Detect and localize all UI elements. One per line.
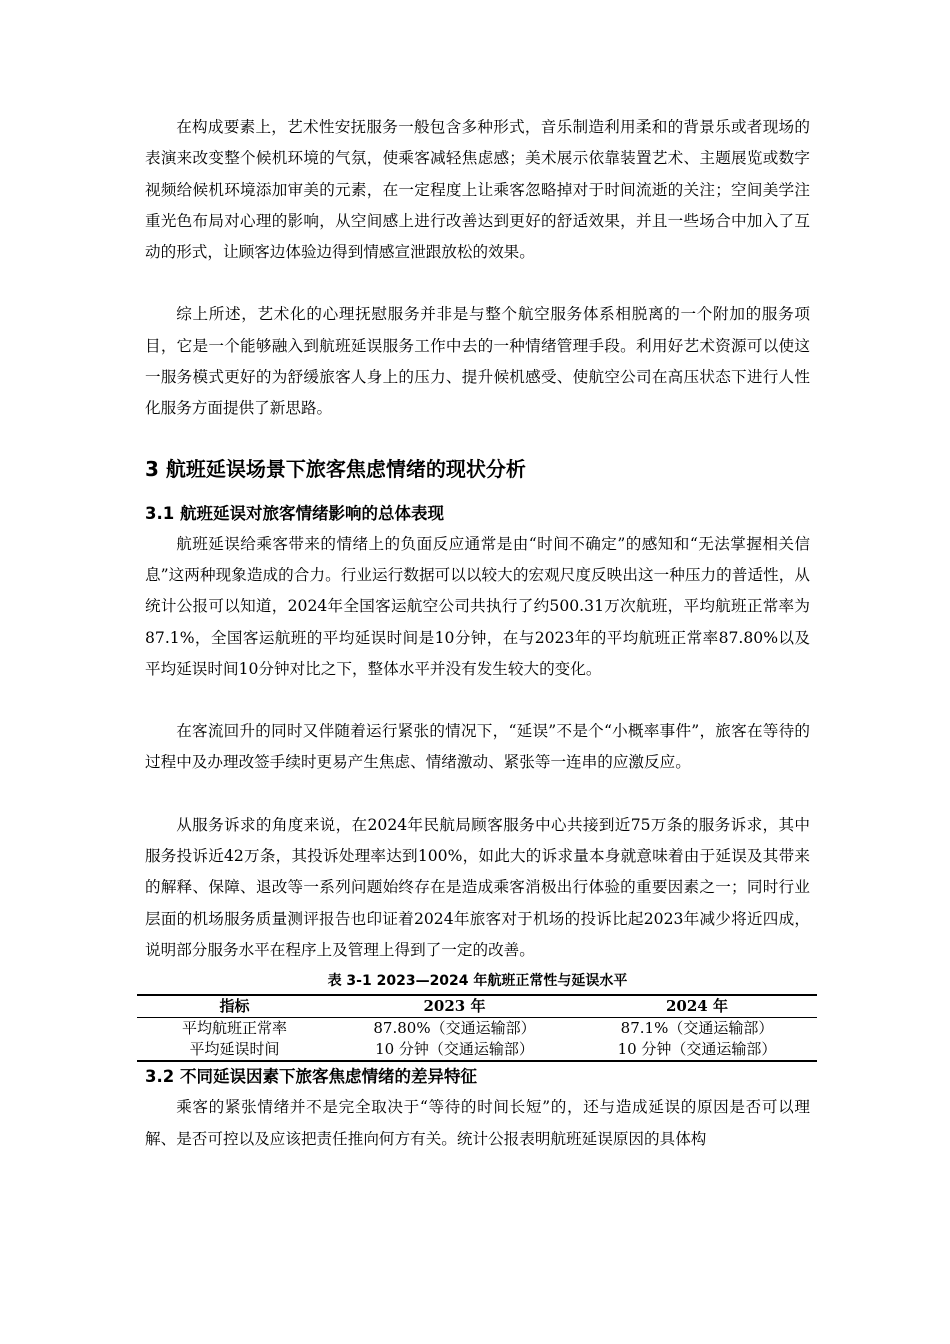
paragraph-summary: 综上所述，艺术化的心理抚慰服务并非是与整个航空服务体系相脱离的一个附加的服务项目，它是一个能够融入到航班延误服务工作中去的一种情绪管理手段。利用好艺术资源可以使这一服务模式更好的为舒缓旅客人身上的压力、提升候机感受、使航空公司在高压状态下进行人性化服务方面提供了新思路。 <box>145 305 810 418</box>
table-header-cell: 2024 年 <box>666 997 728 1016</box>
paragraph-3-1-c: 从服务诉求的角度来说，在2024年民航局顾客服务中心共接到近75万条的服务诉求，其中服务投诉近42万条，其投诉处理率达到100%，如此大的诉求量本身就意味着由于延误及其带来的解释、保障、退改等一系列问题始终存在是造成乘客消极出行体验的重要因素之一；同时行业层面的机场服务质量测评报告也印证着2024年旅客对于机场的投诉比起2023年减少将近四成，说明部分服务水平在程序上及管理上得到了一定的改善。 <box>145 815 810 959</box>
flight-punctuality-table <box>137 994 817 1062</box>
page-content <box>145 112 810 1155</box>
paragraph-art-elements: 在构成要素上，艺术性安抚服务一般包含多种形式，音乐制造利用柔和的背景乐或者现场的表演来改变整个候机环境的气氛，使乘客减轻焦虑感；美术展示依靠装置艺术、主题展览或数字视频给候机环境添加审美的元素，在一定程度上让乘客忽略掉对于时间流逝的关注；空间美学注重光色布局对心理的影响，从空间感上进行改善达到更好的舒适效果，并且一些场合中加入了互动的形式，让顾客边体验边得到情感宣泄跟放松的效果。 <box>145 118 810 262</box>
section-3-1-title: 3.1 航班延误对旅客情绪影响的总体表现 <box>145 503 444 523</box>
table-cell: 10 分钟（交通运输部） <box>375 1040 534 1059</box>
section-3-title: 3 航班延误场景下旅客焦虑情绪的现状分析 <box>145 456 526 481</box>
table-header-cell: 指标 <box>219 997 250 1016</box>
table-cell: 87.1%（交通运输部） <box>620 1019 774 1038</box>
table-cell: 87.80%（交通运输部） <box>373 1019 536 1038</box>
paragraph-3-1-b: 在客流回升的同时又伴随着运行紧张的情况下，“延误”不是个“小概率事件”，旅客在等待的过程中及办理改签手续时更易产生焦虑、情绪激动、紧张等一连串的应激反应。 <box>145 722 810 772</box>
table-cell: 平均航班正常率 <box>181 1019 287 1038</box>
paragraph-3-1-a: 航班延误给乘客带来的情绪上的负面反应通常是由“时间不确定”的感知和“无法掌握相关信息”这两种现象造成的合力。行业运行数据可以以较大的宏观尺度反映出这一种压力的普适性，从统计公报可以知道，2024年全国客运航空公司共执行了约500.31万次航班，平均航班正常率为87.1%，全国客运航班的平均延误时间是10分钟，在与2023年的平均航班正常率87.80%以及平均延误时间10分钟对比之下，整体水平并没有发生较大的变化。 <box>145 534 810 678</box>
table-caption: 表 3-1 2023—2024 年航班正常性与延误水平 <box>327 973 628 990</box>
table-cell: 平均延误时间 <box>189 1040 280 1059</box>
paragraph-3-2-a: 乘客的紧张情绪并不是完全取决于“等待的时间长短”的，还与造成延误的原因是否可以理解、是否可控以及应该把责任推向何方有关。统计公报表明航班延误原因的具体构 <box>145 1098 810 1148</box>
table-header-cell: 2023 年 <box>423 997 486 1016</box>
table-row <box>137 1018 817 1040</box>
table-header-row <box>137 995 817 1018</box>
table-cell: 10 分钟（交通运输部） <box>617 1040 777 1059</box>
table-row <box>137 1039 817 1061</box>
section-3-2-title: 3.2 不同延误因素下旅客焦虑情绪的差异特征 <box>145 1067 477 1087</box>
